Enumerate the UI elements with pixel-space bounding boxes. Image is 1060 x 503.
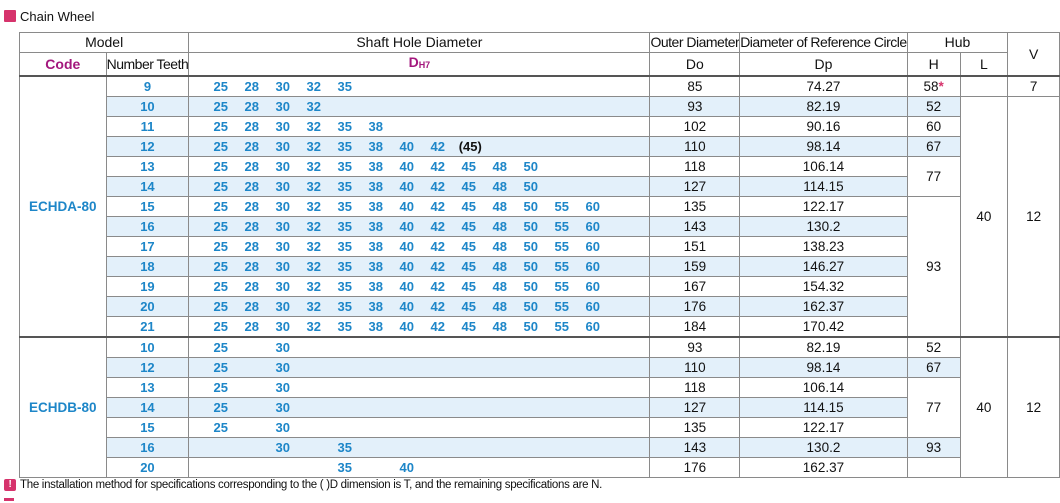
shaft-value: 40 [399,179,415,194]
shaft-value: (45) [458,139,482,154]
hub-h [907,97,960,117]
ref-circle-diameter: 82.19 [740,337,908,358]
header-ref-circle: Diameter of Reference Circle [740,33,908,53]
shaft-value: 48 [492,179,508,194]
header-dp: Dp [740,53,908,77]
shaft-value: 30 [275,219,291,234]
outer-diameter: 85 [650,76,740,97]
shaft-value: 30 [275,239,291,254]
number-teeth: 19 [106,277,189,297]
ref-circle-diameter: 106.14 [740,157,908,177]
shaft-value: 60 [585,199,601,214]
shaft-value: 32 [306,79,322,94]
number-teeth: 12 [106,358,189,378]
shaft-value: 28 [244,99,260,114]
shaft-value: 42 [430,199,446,214]
table-row [20,358,1060,378]
shaft-value: 32 [306,279,322,294]
shaft-value: 38 [368,259,384,274]
shaft-value: 35 [337,319,353,334]
outer-diameter: 102 [650,117,740,137]
number-teeth: 18 [106,257,189,277]
shaft-value: 35 [337,440,353,455]
shaft-hole-values [189,157,650,177]
shaft-value: 45 [461,179,477,194]
hub-h-merged: 77 [907,157,960,197]
shaft-value: 50 [523,259,539,274]
table-row [20,458,1060,478]
shaft-value: 25 [213,360,229,375]
number-teeth: 15 [106,418,189,438]
number-teeth: 16 [106,438,189,458]
shaft-value: 60 [585,239,601,254]
shaft-value: 42 [430,139,446,154]
shaft-value: 42 [430,279,446,294]
footnote [4,479,602,491]
shaft-value: 50 [523,219,539,234]
ref-circle-diameter: 130.2 [740,438,908,458]
hub-h-value: 60 [926,119,942,134]
ref-circle-diameter: 122.17 [740,418,908,438]
hub-h-value: 58 [923,79,939,94]
number-teeth: 14 [106,398,189,418]
model-code: ECHDA-80 [20,76,107,337]
shaft-value: 55 [554,199,570,214]
shaft-value: 30 [275,319,291,334]
shaft-value: 45 [461,319,477,334]
shaft-value: 35 [337,139,353,154]
shaft-value: 25 [213,79,229,94]
shaft-hole-values [189,97,650,117]
footnote-text: The installation method for specifications corresponding to the ( )D dimension is T, and the remaining specifications are N. [20,479,602,491]
shaft-value: 40 [399,219,415,234]
shaft-value: 38 [368,119,384,134]
shaft-value: 42 [430,319,446,334]
title-text: Chain Wheel [20,8,95,24]
shaft-value: 42 [430,179,446,194]
shaft-value: 28 [244,199,260,214]
shaft-hole-values [189,297,650,317]
shaft-hole-values [189,418,650,438]
shaft-value: 55 [554,259,570,274]
shaft-hole-values [189,337,650,358]
outer-diameter: 167 [650,277,740,297]
shaft-value: 55 [554,319,570,334]
number-teeth: 21 [106,317,189,338]
table-row [20,217,1060,237]
shaft-value: 40 [399,159,415,174]
shaft-value: 32 [306,199,322,214]
outer-diameter: 176 [650,297,740,317]
number-teeth: 13 [106,157,189,177]
shaft-value: 30 [275,259,291,274]
number-teeth: 20 [106,297,189,317]
shaft-value: 25 [213,279,229,294]
number-teeth: 15 [106,197,189,217]
shaft-value: 32 [306,159,322,174]
info-icon: ! [4,479,16,491]
shaft-value: 60 [585,259,601,274]
shaft-value: 45 [461,279,477,294]
header-number-teeth: Number Teeth [106,53,189,77]
shaft-value: 35 [337,79,353,94]
shaft-hole-values [189,197,650,217]
shaft-value: 40 [399,319,415,334]
ref-circle-diameter: 130.2 [740,217,908,237]
shaft-value: 25 [213,99,229,114]
ref-circle-diameter: 74.27 [740,76,908,97]
shaft-value: 55 [554,279,570,294]
shaft-value: 28 [244,219,260,234]
shaft-value: 45 [461,239,477,254]
chain-wheel-table [19,32,1060,478]
table-row [20,317,1060,338]
table-row [20,97,1060,117]
shaft-value: 40 [399,460,415,475]
shaft-value: 38 [368,319,384,334]
outer-diameter: 118 [650,157,740,177]
shaft-value: 25 [213,299,229,314]
table-row [20,418,1060,438]
shaft-value: 30 [275,179,291,194]
header-code: Code [20,53,107,77]
shaft-value: 60 [585,279,601,294]
shaft-hole-values [189,177,650,197]
shaft-value: 38 [368,299,384,314]
shaft-value: 25 [213,179,229,194]
shaft-value: 30 [275,420,291,435]
shaft-value: 28 [244,299,260,314]
ref-circle-diameter: 90.16 [740,117,908,137]
shaft-value: 25 [213,380,229,395]
table-row [20,137,1060,157]
table-row [20,398,1060,418]
shaft-value: 25 [213,340,229,355]
shaft-hole-values [189,398,650,418]
shaft-hole-values [189,76,650,97]
outer-diameter: 184 [650,317,740,338]
shaft-hole-values [189,237,650,257]
shaft-hole-values [189,317,650,338]
shaft-value: 40 [399,259,415,274]
shaft-value: 48 [492,299,508,314]
hub-l-empty [960,76,1008,97]
shaft-value: 50 [523,179,539,194]
shaft-value: 55 [554,299,570,314]
table-row [20,257,1060,277]
shaft-value: 32 [306,239,322,254]
number-teeth: 9 [106,76,189,97]
title-marker-icon [4,10,16,22]
shaft-hole-values [189,117,650,137]
hub-l: 40 [960,337,1008,478]
number-teeth: 12 [106,137,189,157]
shaft-value: 25 [213,420,229,435]
shaft-value: 48 [492,159,508,174]
shaft-value: 28 [244,119,260,134]
ref-circle-diameter: 82.19 [740,97,908,117]
model-code: ECHDB-80 [20,337,107,478]
number-teeth: 10 [106,337,189,358]
shaft-value: 30 [275,299,291,314]
number-teeth: 17 [106,237,189,257]
outer-diameter: 135 [650,418,740,438]
table-row [20,277,1060,297]
shaft-value: 28 [244,319,260,334]
hub-h: 67 [907,358,960,378]
header-hub: Hub [907,33,1008,53]
ref-circle-diameter: 98.14 [740,358,908,378]
ref-circle-diameter: 162.37 [740,297,908,317]
shaft-value: 32 [306,139,322,154]
shaft-value: 40 [399,279,415,294]
outer-diameter: 127 [650,398,740,418]
shaft-value: 40 [399,239,415,254]
shaft-value: 32 [306,179,322,194]
shaft-value: 32 [306,99,322,114]
table-row [20,378,1060,398]
table-row [20,157,1060,177]
outer-diameter: 110 [650,358,740,378]
shaft-value: 32 [306,119,322,134]
shaft-value: 35 [337,259,353,274]
v-value: 7 [1008,76,1060,97]
shaft-value: 28 [244,79,260,94]
shaft-value: 40 [399,299,415,314]
shaft-value: 48 [492,319,508,334]
number-teeth: 16 [106,217,189,237]
shaft-value: 25 [213,159,229,174]
bottom-marker [4,498,14,501]
shaft-value: 45 [461,219,477,234]
shaft-value: 38 [368,279,384,294]
shaft-hole-values [189,378,650,398]
outer-diameter: 93 [650,97,740,117]
table-row [20,197,1060,217]
shaft-value: 42 [430,159,446,174]
shaft-value: 48 [492,239,508,254]
outer-diameter: 135 [650,197,740,217]
header-outer-diameter: Outer Diameter [650,33,740,53]
ref-circle-diameter: 98.14 [740,137,908,157]
shaft-value: 55 [554,219,570,234]
shaft-value: 32 [306,259,322,274]
shaft-value: 25 [213,119,229,134]
v-value: 12 [1008,337,1060,478]
outer-diameter: 176 [650,458,740,478]
table-row [20,237,1060,257]
shaft-hole-values [189,257,650,277]
shaft-value: 35 [337,179,353,194]
shaft-value: 25 [213,259,229,274]
shaft-value: 30 [275,279,291,294]
header-h: H [907,53,960,77]
shaft-value: 40 [399,199,415,214]
shaft-value: 38 [368,219,384,234]
shaft-value: 28 [244,159,260,174]
number-teeth: 20 [106,458,189,478]
header-v: V [1008,33,1060,77]
shaft-value: 35 [337,299,353,314]
shaft-value: 30 [275,340,291,355]
shaft-value: 60 [585,219,601,234]
number-teeth: 10 [106,97,189,117]
shaft-value: 35 [337,460,353,475]
number-teeth: 14 [106,177,189,197]
outer-diameter: 159 [650,257,740,277]
outer-diameter: 151 [650,237,740,257]
ref-circle-diameter: 162.37 [740,458,908,478]
shaft-value: 30 [275,440,291,455]
shaft-value: 25 [213,199,229,214]
hub-h-merged: 93 [907,197,960,338]
number-teeth: 13 [106,378,189,398]
shaft-value: 48 [492,219,508,234]
ref-circle-diameter: 138.23 [740,237,908,257]
shaft-hole-values [189,358,650,378]
ref-circle-diameter: 122.17 [740,197,908,217]
shaft-value: 25 [213,239,229,254]
table-row [20,76,1060,97]
ref-circle-diameter: 114.15 [740,177,908,197]
shaft-hole-values [189,277,650,297]
table-row [20,177,1060,197]
shaft-value: 45 [461,199,477,214]
hub-h [907,117,960,137]
shaft-value: 48 [492,199,508,214]
shaft-value: 32 [306,219,322,234]
shaft-value: 35 [337,159,353,174]
section-title [4,8,94,24]
shaft-value: 38 [368,179,384,194]
ref-circle-diameter: 114.15 [740,398,908,418]
shaft-value: 38 [368,159,384,174]
ref-circle-diameter: 170.42 [740,317,908,338]
shaft-value: 35 [337,239,353,254]
shaft-value: 38 [368,199,384,214]
shaft-value: 50 [523,279,539,294]
shaft-value: 42 [430,219,446,234]
shaft-value: 42 [430,299,446,314]
outer-diameter: 143 [650,438,740,458]
shaft-value: 35 [337,219,353,234]
shaft-value: 25 [213,319,229,334]
shaft-value: 42 [430,239,446,254]
hub-h-empty [907,458,960,478]
hub-h [907,76,960,97]
shaft-value: 30 [275,400,291,415]
shaft-value: 28 [244,279,260,294]
shaft-hole-values [189,137,650,157]
shaft-value: 38 [368,139,384,154]
shaft-value: 48 [492,279,508,294]
shaft-hole-values [189,438,650,458]
shaft-value: 30 [275,119,291,134]
shaft-value: 50 [523,159,539,174]
outer-diameter: 127 [650,177,740,197]
hub-h-merged: 77 [907,378,960,438]
shaft-value: 55 [554,239,570,254]
shaft-value: 35 [337,199,353,214]
ref-circle-diameter: 106.14 [740,378,908,398]
ref-circle-diameter: 146.27 [740,257,908,277]
number-teeth: 11 [106,117,189,137]
shaft-value: 30 [275,159,291,174]
outer-diameter: 110 [650,137,740,157]
shaft-value: 28 [244,259,260,274]
v-value: 12 [1008,97,1060,338]
shaft-value: 32 [306,299,322,314]
shaft-value: 48 [492,259,508,274]
shaft-value: 30 [275,139,291,154]
header-model: Model [20,33,189,53]
shaft-value: 25 [213,400,229,415]
shaft-value: 28 [244,139,260,154]
shaft-hole-values [189,458,650,478]
header-shaft-hole: Shaft Hole Diameter [189,33,650,53]
shaft-value: 32 [306,319,322,334]
hub-h-note-mark: * [938,79,944,94]
shaft-value: 38 [368,239,384,254]
hub-h-value: 67 [926,139,942,154]
table-row [20,117,1060,137]
shaft-value: 60 [585,319,601,334]
hub-h: 52 [907,337,960,358]
shaft-hole-values [189,217,650,237]
hub-h [907,137,960,157]
outer-diameter: 93 [650,337,740,358]
table-row [20,337,1060,358]
shaft-value: 42 [430,259,446,274]
ref-circle-diameter: 154.32 [740,277,908,297]
outer-diameter: 143 [650,217,740,237]
shaft-value: 30 [275,360,291,375]
shaft-value: 50 [523,299,539,314]
shaft-value: 30 [275,380,291,395]
shaft-value: 45 [461,259,477,274]
shaft-value: 45 [461,299,477,314]
header-dh7: DH7 [189,53,650,77]
hub-l: 40 [960,97,1008,338]
table-body [20,33,1060,478]
table-row [20,297,1060,317]
shaft-value: 50 [523,239,539,254]
header-l: L [960,53,1008,77]
hub-h-value: 52 [926,99,942,114]
hub-h: 93 [907,438,960,458]
shaft-value: 28 [244,239,260,254]
shaft-value: 28 [244,179,260,194]
shaft-value: 25 [213,219,229,234]
header-do: Do [650,53,740,77]
outer-diameter: 118 [650,378,740,398]
shaft-value: 50 [523,319,539,334]
shaft-value: 35 [337,279,353,294]
shaft-value: 30 [275,79,291,94]
shaft-value: 25 [213,139,229,154]
shaft-value: 35 [337,119,353,134]
shaft-value: 40 [399,139,415,154]
shaft-value: 60 [585,299,601,314]
shaft-value: 45 [461,159,477,174]
shaft-value: 30 [275,199,291,214]
shaft-value: 30 [275,99,291,114]
table-row [20,438,1060,458]
shaft-value: 50 [523,199,539,214]
